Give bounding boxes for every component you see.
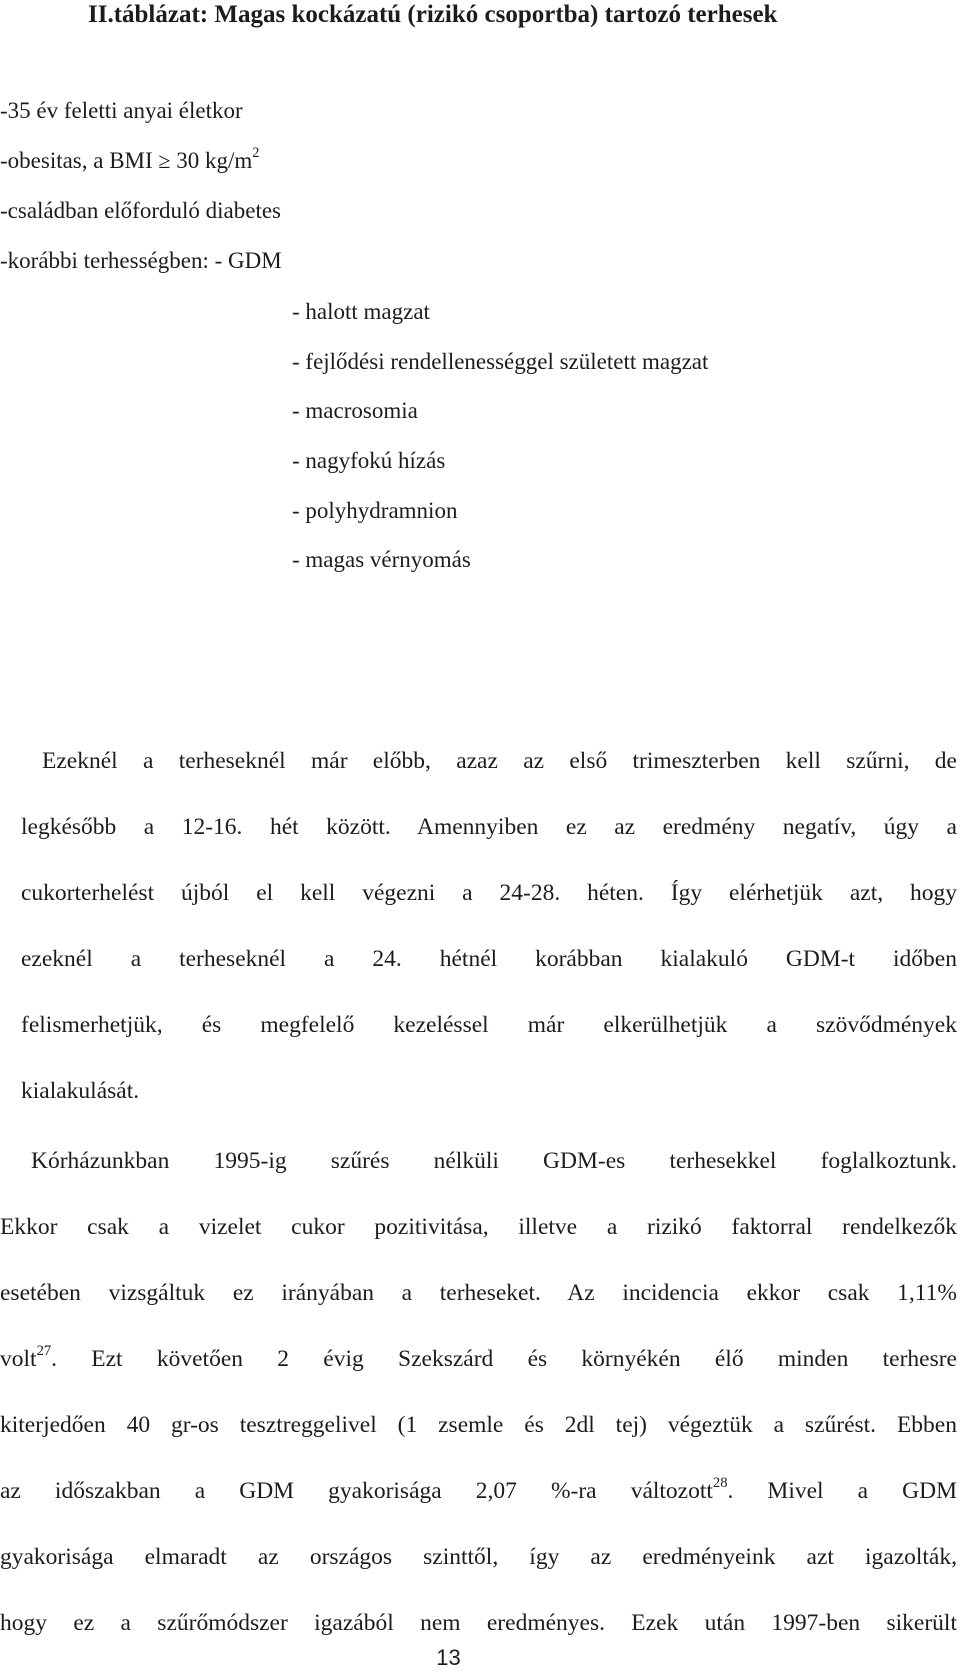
greater-equal-symbol: ≥ [158,148,171,173]
page-number: 13 [436,1645,461,1670]
risk-item-age: -35 év feletti anyai életkor [0,98,243,123]
paragraph-line: Ezeknél a terheseknél már előbb, azaz az első trimeszterben kell szűrni, de [42,748,957,774]
sub-item-stillbirth: - halott magzat [292,299,430,324]
text-fragment: volt [0,1346,37,1372]
paragraph-line: cukorterhelést újból el kell végezni a 24-28. héten. Így elérhetjük azt, hogy [21,880,957,906]
reference-superscript: 27 [36,1343,52,1360]
paragraph-line: kialakulását. [21,1078,140,1104]
paragraph-line: Kórházunkban 1995-ig szűrés nélküli GDM-es terhesekkel foglalkoztunk. [31,1148,957,1174]
text-fragment: . Mivel a GDM [727,1478,957,1504]
paragraph-line: ezeknél a terheseknél a 24. hétnél korábban kialakuló GDM-t időben [21,946,957,972]
paragraph-hospital-history [0,1128,957,1656]
risk-item-family-diabetes: -családban előforduló diabetes [0,198,281,223]
sub-item-malformation: - fejlődési rendellenességgel született magzat [292,349,709,374]
paragraph-line: legkésőbb a 12-16. hét között. Amennyiben ez az eredmény negatív, úgy a [21,814,957,840]
obesity-prefix: -obesitas, a BMI [0,148,153,173]
paragraph-line: kiterjedően 40 gr-os tesztreggelivel (1 zsemle és 2dl tej) végeztük a szűrést. Ebben [0,1412,957,1438]
paragraph-line-with-reference [0,1326,957,1392]
sub-item-polyhydramnion: - polyhydramnion [292,498,458,523]
risk-item-previous-pregnancy: -korábbi terhességben: - GDM [0,248,282,273]
obesity-value: 30 kg/m [176,148,253,173]
sub-item-weight-gain: - nagyfokú hízás [292,448,446,473]
obesity-exponent: 2 [252,145,260,162]
paragraph-line: Ekkor csak a vizelet cukor pozitivitása, illetve a rizikó faktorral rendelkezők [0,1214,957,1240]
risk-item-obesity [0,147,259,175]
paragraph-line-with-reference [0,1458,957,1524]
text-fragment: . Ezt követően 2 évig Szekszárd és környékén élő minden terhesre [51,1346,957,1372]
paragraph-line: hogy ez a szűrőmódszer igazából nem eredményes. Ezek után 1997-ben sikerült [0,1610,957,1636]
sub-item-hypertension: - magas vérnyomás [292,547,471,572]
reference-superscript: 28 [712,1475,728,1492]
paragraph-screening-timing [0,728,957,1124]
paragraph-line: esetében vizsgáltuk ez irányában a terheseket. Az incidencia ekkor csak 1,11% [0,1280,957,1306]
sub-item-macrosomia: - macrosomia [292,398,418,423]
paragraph-line: gyakorisága elmaradt az országos szinttől, így az eredményeink azt igazolták, [0,1544,957,1570]
paragraph-line: felismerhetjük, és megfelelő kezeléssel már elkerülhetjük a szövődmények [21,1012,957,1038]
text-fragment: az időszakban a GDM gyakorisága 2,07 %-ra változott [0,1478,713,1504]
table-title: II.táblázat: Magas kockázatú (rizikó csoportba) tartozó terhesek [88,1,778,28]
